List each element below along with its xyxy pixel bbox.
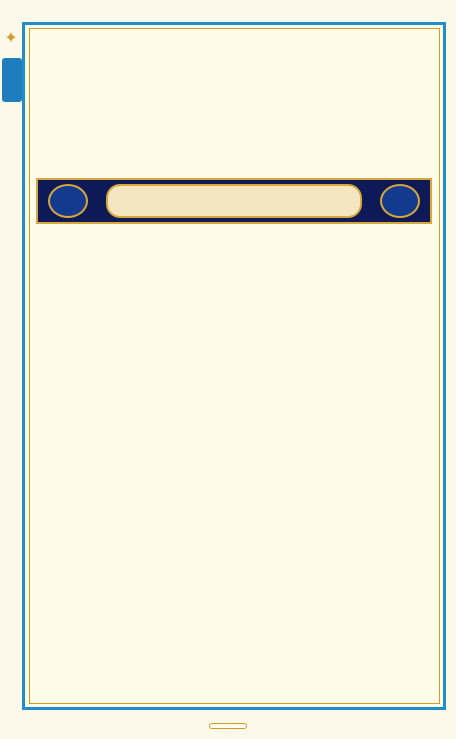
surah-order-medal [380, 184, 420, 218]
surah-ayah-count-medal [48, 184, 88, 218]
page-number [209, 723, 247, 729]
basmala [36, 230, 432, 260]
surah-banner [36, 178, 432, 224]
hizb-star-icon: ✦ [4, 28, 18, 47]
page-header [0, 0, 456, 22]
surah-title [106, 184, 362, 218]
page-border-inner [29, 28, 440, 704]
rub-marker [2, 58, 22, 102]
side-margin [0, 22, 22, 710]
page-footer [0, 712, 456, 739]
